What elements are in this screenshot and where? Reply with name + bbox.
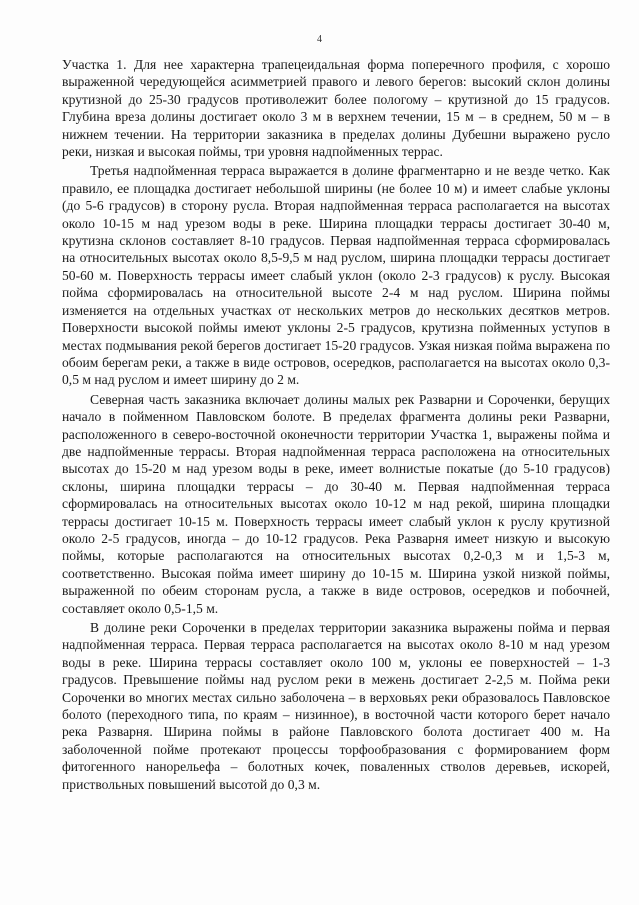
page-number: 4 bbox=[317, 34, 322, 45]
paragraph-continuation: Участка 1. Для нее характерна трапецеидальная форма поперечного профиля, с хорошо выраженной чередующейся асимметрией правого и левого берегов: высокий склон долины крутизной до 25-30 градусов противолежит более пологому – крутизной до 15 градусов. Глубина вреза долины достигает около 3 м в верхнем течении, 15 м – в среднем, 50 м – в нижнем течении. На территории заказника в пределах долины Дубешни выражено русло реки, низкая и высокая поймы, три уровня надпойменных террас. bbox=[62, 57, 610, 160]
paragraph-northern-part: Северная часть заказника включает долины малых рек Разварни и Сороченки, берущих начало в пойменном Павловском болоте. В пределах фрагмента долины реки Разварни, расположенного в северо-восточной оконечности территории Участка 1, выражены пойма и две надпойменные террасы. Вторая надпойменная терраса расположена на относительных высотах до 15-20 м над урезом воды в реке, имеет волнистые покатые (до 5-10 градусов) склоны, ширина площадки террасы – до 30-40 м. Первая надпойменная терраса сформировалась на относительных высотах около 10-12 м над рекой, ширина площадки террасы достигает 10-15 м. Поверхность террасы имеет слабый уклон к руслу крутизной около 2-5 градусов, иногда – до 10-12 градусов. Река Разварня имеет низкую и высокую поймы, которые располагаются на относительных высотах 0,2-0,3 м и 1,5-3 м, соответственно. Высокая пойма имеет ширину до 10-15 м. Ширина узкой низкой поймы, выраженной по обеим сторонам русла, а также в виде островов, осередков и побочней, составляет около 0,5-1,5 м. bbox=[62, 391, 610, 616]
body-text bbox=[62, 56, 610, 795]
paragraph-sorochenka-valley: В долине реки Сороченки в пределах территории заказника выражены пойма и первая надпойменная терраса. Первая терраса располагается на высотах около 8-10 м над урезом воды в реке. Ширина террасы составляет около 100 м, уклоны ее поверхностей – 1-3 градусов. Превышение поймы над руслом реки в межень достигает 2-2,5 м. Пойма реки Сороченки во многих местах сильно заболочена – в верховьях реки образовалось Павловское болото (переходного типа, по краям – низинное), в восточной части которого берет начало река Разварня. Ширина поймы в районе Павловского болота достигает 400 м. На заболоченной пойме протекают процессы торфообразования с формированием форм фитогенного нанорельефа – болотных кочек, поваленных стволов деревьев, искорей, приствольных повышений высотой до 0,3 м. bbox=[62, 620, 610, 792]
paragraph-third-terrace: Третья надпойменная терраса выражается в долине фрагментарно и не везде четко. Как правило, ее площадка достигает небольшой ширины (не более 10 м) и имеет слабые уклоны (до 5-6 градусов) в сторону русла. Вторая надпойменная терраса располагается на высотах около 10-15 м над урезом воды в реке. Ширина площадки террасы достигает 30-40 м, крутизна склонов составляет 8-10 градусов. Первая надпойменная терраса сформировалась на относительных высотах около 8,5-9,5 м над руслом, ширина площадки террасы достигает 50-60 м. Поверхность террасы имеет слабый уклон (около 2-3 градусов) к руслу. Высокая пойма сформировалась на относительной высоте 2-4 м над руслом. Ширина поймы изменяется на отдельных участках от нескольких метров до нескольких десятков метров. Поверхности высокой поймы имеют уклоны 2-5 градусов, крутизна пойменных уступов в местах подмывания рекой берегов достигает 15-20 градусов. Узкая низкая пойма выражена по обоим берегам реки, а также в виде островов, осередков, располагается на высотах около 0,3-0,5 м над руслом и имеет ширину до 2 м. bbox=[62, 163, 610, 388]
